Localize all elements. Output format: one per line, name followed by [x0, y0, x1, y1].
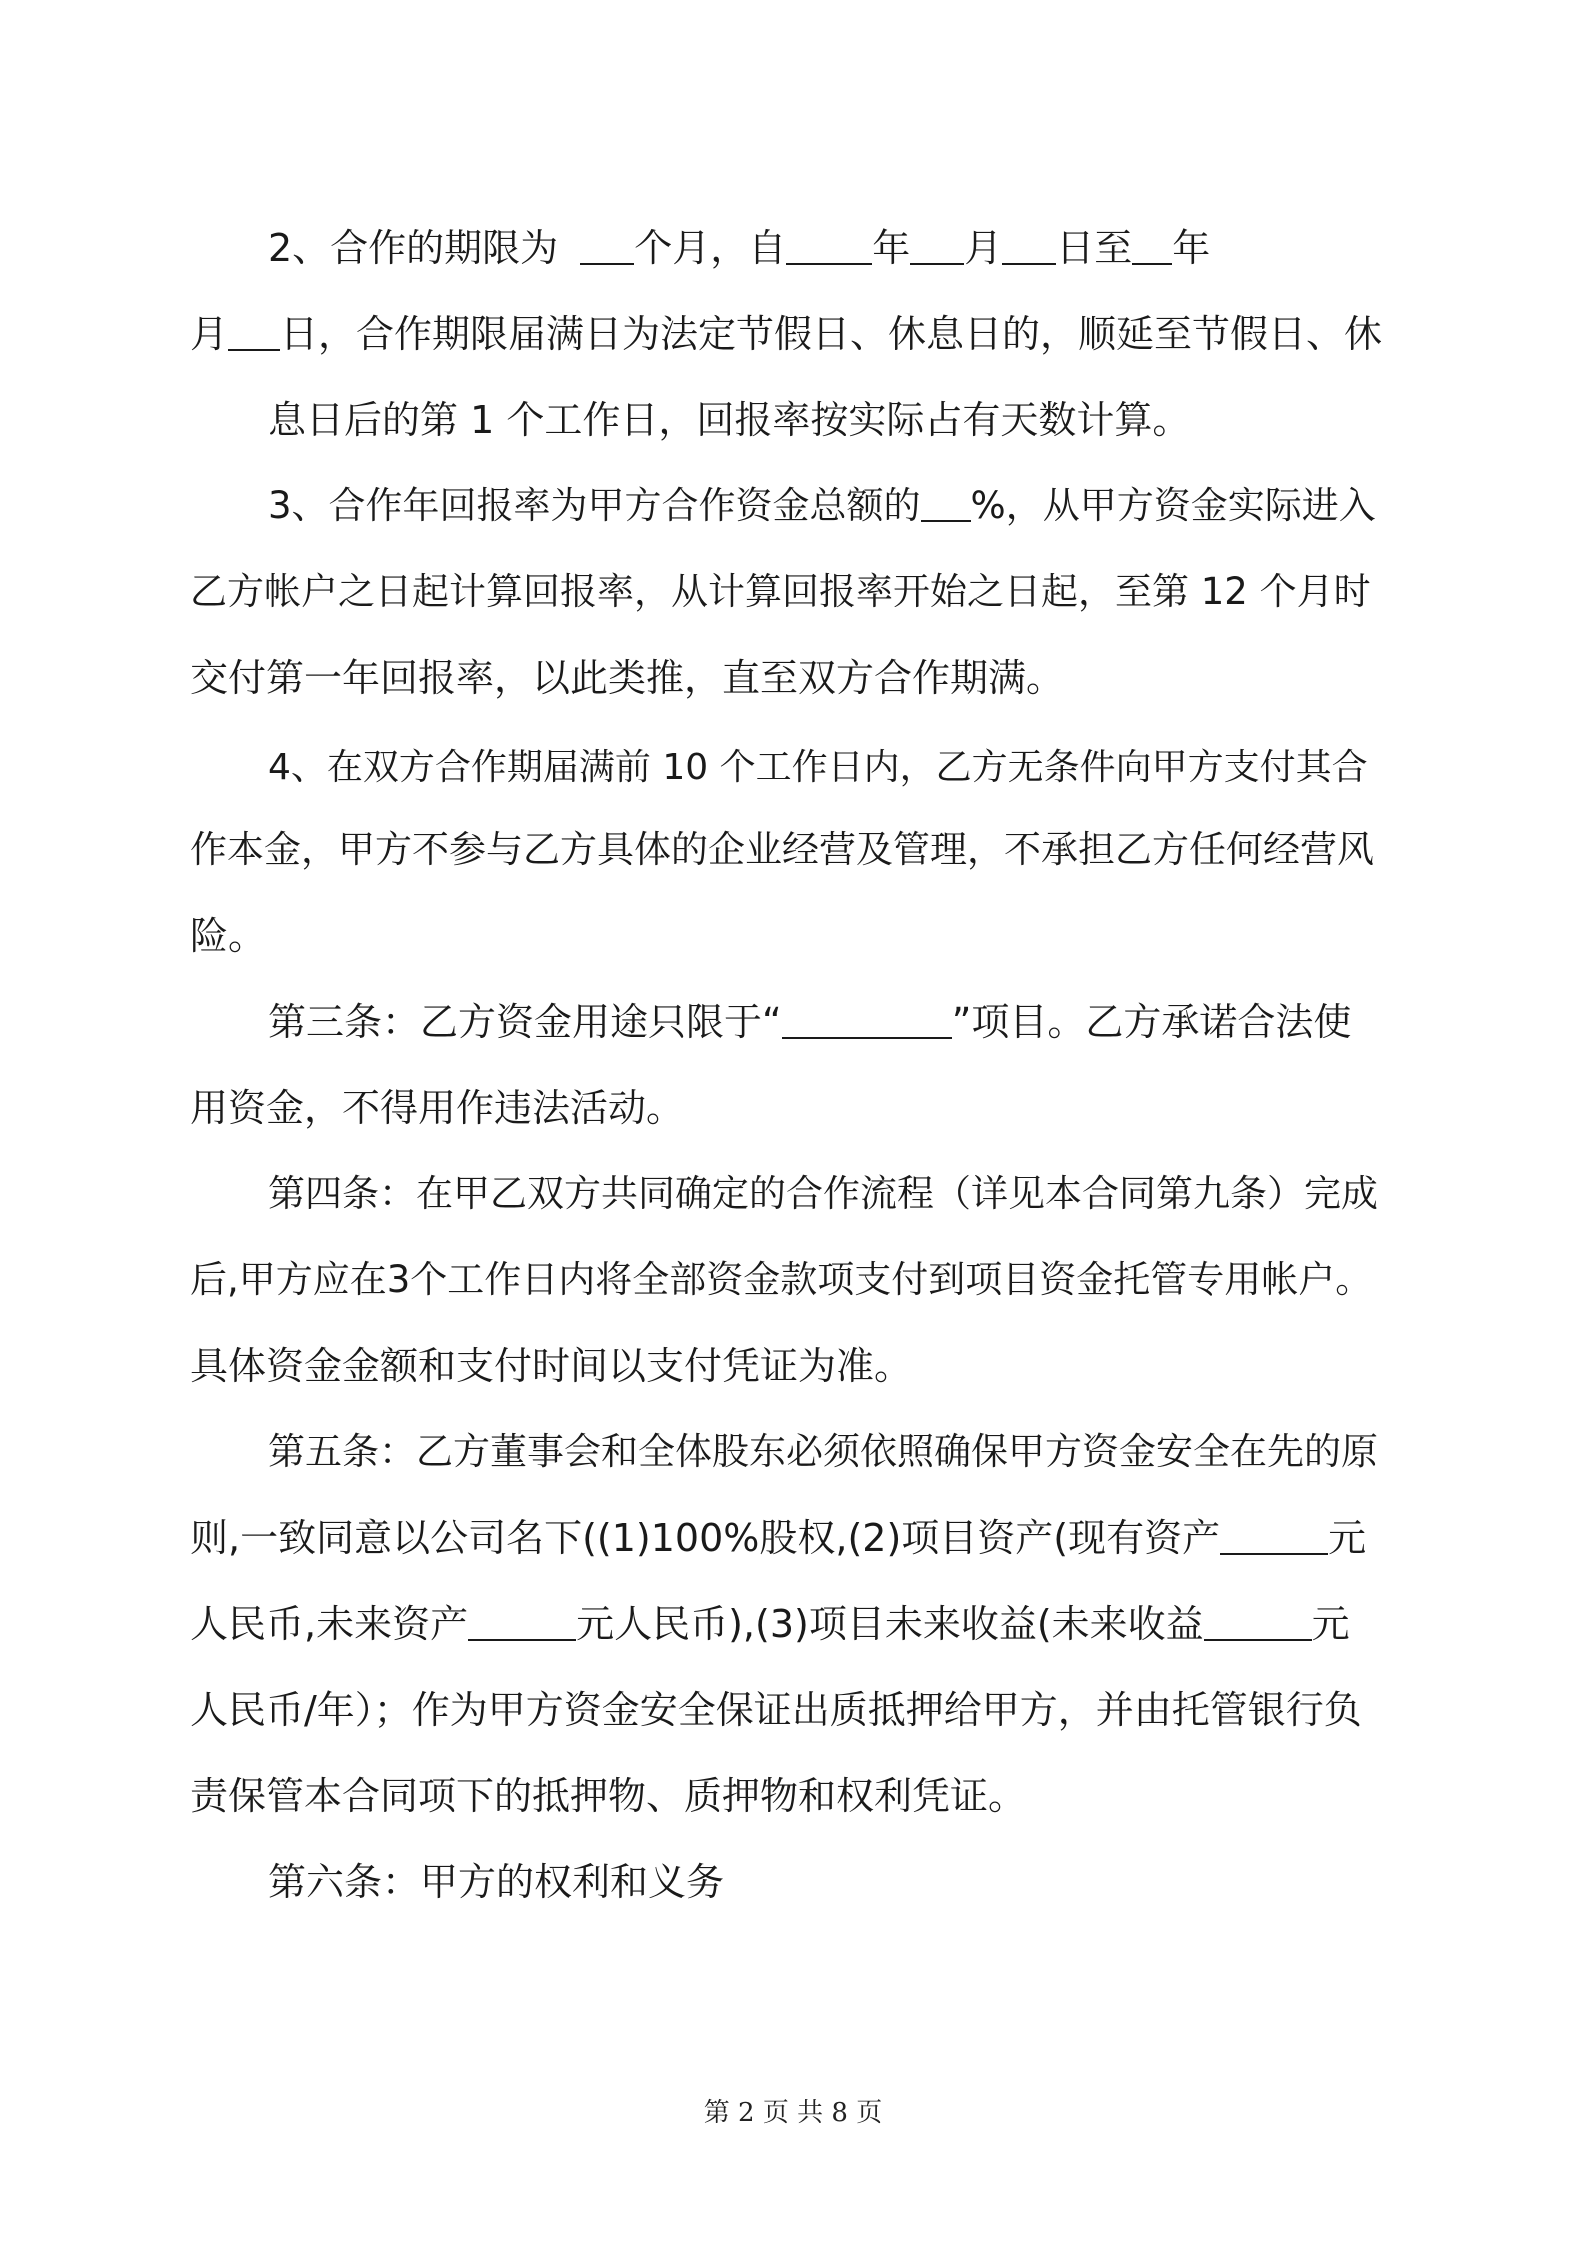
text-line — [268, 1422, 1390, 1482]
text-line: 月 日，合作期限届满日为法定节假日、休息日的，顺延至节假日、休 — [190, 304, 1390, 364]
text-line: 2、合作的期限为 个月，自 年 月 日至 年 — [268, 218, 1390, 278]
clause-2-label: 2、合作的期限为 — [268, 226, 559, 270]
blank-future-income[interactable] — [1204, 1599, 1312, 1641]
text-line: 用资金，不得用作违法活动。 — [190, 1086, 685, 1130]
blank-project-name[interactable] — [782, 997, 952, 1039]
article-4-label: 第四条：在甲乙双方共同确定的合作流程（详见本合同第九条）完成 — [268, 1172, 1378, 1215]
blank-end-year[interactable] — [1132, 223, 1172, 265]
text-line: 作本金，甲方不参与乙方具体的企业经营及管理，不承担乙方任何经营风 — [190, 828, 1374, 871]
text-line: 4、在双方合作期届满前 10 个工作日内，乙方无条件向甲方支付其合 — [268, 747, 1368, 788]
blank-start-month[interactable] — [910, 223, 964, 265]
text-line: 人民币,未来资产 元人民币),(3)项目未来收益(未来收益 元 — [190, 1594, 1390, 1654]
text-line: 交付第一年回报率，以此类推，直至双方合作期满。 — [190, 656, 1065, 700]
text-line: 第三条：乙方资金用途只限于“ ”项目。乙方承诺合法使 — [268, 992, 1390, 1052]
page-footer: 第 2 页 共 8 页 — [703, 2098, 883, 2128]
article-5-label: 第五条：乙方董事会和全体股东必须依照确保甲方资金安全在先的原 — [268, 1430, 1378, 1473]
text-line: 3、合作年回报率为甲方合作资金总额的 %，从甲方资金实际进入 — [268, 476, 1390, 536]
blank-months[interactable] — [580, 223, 634, 265]
text-line: 后,甲方应在3个工作日内将全部资金款项支付到项目资金托管专用帐户。 — [190, 1258, 1373, 1301]
page-total: 8 — [831, 2098, 848, 2128]
blank-start-day[interactable] — [1002, 223, 1056, 265]
text-line — [268, 1852, 1390, 1912]
blank-future-assets[interactable] — [468, 1599, 576, 1641]
blank-existing-assets[interactable] — [1220, 1513, 1328, 1555]
text-line — [268, 1164, 1390, 1224]
page-number: 2 — [738, 2098, 755, 2128]
text-line: 则,一致同意以公司名下((1)100%股权,(2)项目资产(现有资产 元 — [190, 1508, 1390, 1568]
blank-start-year[interactable] — [786, 223, 872, 265]
article-3-label: 第三条：乙方资金用途只限于“ — [268, 1000, 782, 1044]
text-line: 人民币/年）；作为甲方资金安全保证出质抵押给甲方，并由托管银行负 — [190, 1688, 1362, 1732]
text-line: 乙方帐户之日起计算回报率，从计算回报率开始之日起，至第 12 个月时 — [190, 570, 1371, 613]
blank-return-rate[interactable] — [921, 480, 971, 522]
text-line: 息日后的第 1 个工作日，回报率按实际占有天数计算。 — [268, 398, 1191, 442]
text-line: 具体资金金额和支付时间以支付凭证为准。 — [190, 1344, 913, 1388]
article-6-label: 第六条：甲方的权利和义务 — [268, 1860, 725, 1904]
blank-end-day[interactable] — [228, 309, 280, 351]
text-line: 险。 — [190, 914, 267, 958]
text-line: 责保管本合同项下的抵押物、质押物和权利凭证。 — [190, 1774, 1027, 1818]
